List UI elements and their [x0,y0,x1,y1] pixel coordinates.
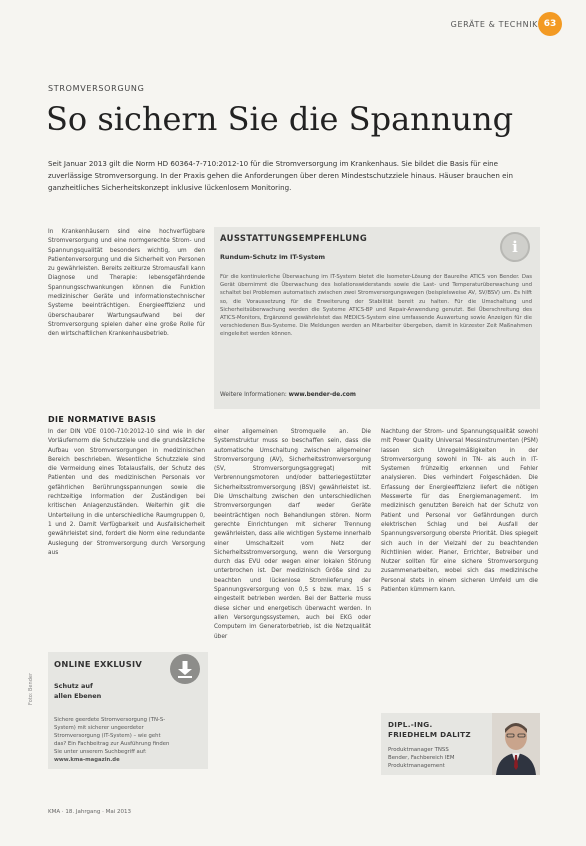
section-heading: DIE NORMATIVE BASIS [48,415,157,424]
author-role-line-3: Produktmanagement [388,763,445,770]
recommendation-subtitle: Rundum-Schutz im IT-System [220,253,326,261]
online-subtitle-line-2: allen Ebenen [54,691,102,700]
online-exclusive-description: Sichere geerdete Stromversorgung (TN-S-System) mit sicherer ungeerdeter Stromversorgung (IT-System) – wie geht das? Ein Fachbeitrag zur Ausführung finden Sie unter unserem Suchbegriff auf: [54,717,170,756]
author-role-line-2: Bender, Fachbereich IEM [388,755,455,762]
body-column-1: In der DIN VDE 0100-710:2012-10 sind wie in der Vorläufernorm die Schutzziele und die grundsätzliche Aufbau von Stromversorgungen in medizinischen Bereich beschrieben. Wesentliche Schutzziele sind die Vermeidung eines Totalausfalls, der Schutz des Patienten und des medizinischen Personals vor gefährlichen Berührungsspannungen sowie die rechtzeitige Information der Zuständigen bei kritischen Anlagenzuständen. Weiterhin gilt die Unterteilung in die unterschiedliche Raumgruppen 0, 1 und 2. Damit Verfügbarkeit und Ausfallsicherheit gewährleistet sind, fordert die Norm eine redundante Auslegung der Stromversorgung durch Versorgung aus [48,429,205,556]
recommendation-text: Für die kontinuierliche Überwachung im IT-System bietet die Isometer-Lösung der Baureihe ATICS von Bender. Das Gerät übernimmt die Überwachung des Isolationswiderstands sowie die Last- und Temperaturüberwachung und schaltet bei Problemen automatisch zwischen zwei Stromversorgungswegen (beispielsweise AV, SV/BSV) um. Es hilft so, die Voraussetzung für die Erweiterung der Stabilität bereit zu halten. Für die Umschaltung und Sicherheitsüberwachung werden die Systeme ATICS-BP und Repair-Anwendung genutzt. Bei Überschreitung des ATICS-Monitors, Ergänzend gewährleistet das MEDICS-System eine umfassende Auswertung sowie Anzeigen für die verschiedenen Bus-Systeme. Die Meldungen werden an Mitarbeiter übergeben, damit in kürzester Zeit Maßnahmen eingeleitet werden können. [220,274,532,338]
lead-paragraph: Seit Januar 2013 gilt die Norm HD 60364-7-710:2012-10 für die Stromversorgung im Krankenhaus. Sie bildet die Basis für eine zuverlässige Stromversorgung. In der Praxis gehen die Anforderungen über deren Mindestschutzziele hinaus. Häuser brauchen ein ganzheitliches Sicherheitskonzept inklusive lückenlosem Monitoring. [48,159,513,192]
headline: So sichern Sie die Spannung [46,100,514,138]
online-exclusive-text [54,716,174,765]
online-exclusive-title: ONLINE EXKLUSIV [54,659,143,669]
recommendation-title: AUSSTATTUNGSEMPFEHLUNG [220,233,368,243]
body-column-2: einer allgemeinen Stromquelle an. Die Systemstruktur muss so beschaffen sein, dass die automatische Umschaltung zwischen allgemeiner Stromversorgung (AV), Sicherheitsstromversorgung (SV, Stromversorgungsaggregat) mit Verbrennungsmotoren und/oder batteriegestützter Sicherheitsstromversorgung (BSV) gewährleistet ist. Die Umschaltung zwischen den unterschiedlichen Stromversorgungen darf weder Geräte beeinträchtigen noch Behandlungen stören. Norm gerechte Einrichtungen mit sicherer Trennung gewährleisten, dass alle wichtigen Systeme innerhalb einer Umschaltzeit vom Netz der Sicherheitsstromversorgung, wenn die Versorgung durch das EVU oder wegen einer lokalen Störung unterbrochen ist. Der medizinisch Größe sind zu beachten und lückenlose Stromlieferung der Spannungsversorgung von 0,5 s bzw. max. 15 s eingestellt betrieben werden. Bei der Batterie muss diese sicher und energetisch überwacht werden. In allen Versorgungssystemen, auch bei EKG oder Computern im Generatorbetrieb, ist die Netzqualität über [214,429,371,640]
page-footer: KMA · 18. Jahrgang · Mai 2013 [48,809,131,815]
download-icon [170,654,200,684]
author-role-line-1: Produktmanager TNSS [388,747,449,753]
author-photo [492,713,540,775]
section-category: GERÄTE & TECHNIK [450,20,538,29]
intro-paragraph: In Krankenhäusern sind eine hochverfügbare Stromversorgung und eine normgerechte Strom- und Spannungsqualität besonders wichtig, um den Patientenversorgung und die Sicherheit von Personen zu gewährleisten. Bereits zeitkurze Stromausfall kann Diagnose und Therapie: lebensgefährdende Spannungsschwankungen können die Funktion medizinischer Geräte und informationstechnischer Systeme beeinträchtigen. Energieeffizienz und überschaubarer Wartungsaufwand bei der Stromversorgung spielen daher eine große Rolle für den wirtschaftlichen Krankenhausbetrieb. [48,229,205,338]
page-number-badge: 63 [538,12,562,36]
online-exclusive-link[interactable]: www.kma-magazin.de [54,757,120,764]
more-info-label: Weitere Informationen: [220,392,287,398]
rubric: STROMVERSORGUNG [48,84,145,93]
body-column-3: Nachtung der Strom- und Spannungsqualität sowohl mit Power Quality Universal Messinstrumenten (PSM) lassen sich Unregelmäßigkeiten in der Stromversorgung sowohl in TN- als auch in IT-Systemen frühzeitig erkennen und Fehler analysieren. Dies verhindert Folgeschäden. Die Erfassung der Energieeffizienz liefert die nötigen Messwerte für das Energiemanagement. Im medizinisch genutzten Bereich hat der Schutz von Patient und Personal vor Gefährdungen durch elektrischen Schlag und bei Ausfall der Spannungsversorgung oberste Priorität. Dies spiegelt sich auch in der Vielzahl der zu beachtenden Richtlinien wider. Planer, Errichter, Betreiber und Nutzer sollten für eine sichere Stromversorgung zusammenarbeiten, wobei sich das medizinische Personal stets in einem sicheren Umfeld um die Patienten kümmern kann. [381,429,538,594]
author-name [388,720,471,740]
info-icon: i [500,232,530,262]
author-fullname: FRIEDHELM DALITZ [388,730,471,739]
author-title: DIPL.-ING. [388,720,433,729]
more-info-link[interactable]: www.bender-de.com [288,392,356,398]
author-role [388,746,455,771]
online-subtitle-line-1: Schutz auf [54,682,93,690]
recommendation-more-info [220,392,356,398]
online-exclusive-subtitle [54,682,101,701]
photo-credit: Foto: Bender [28,672,34,705]
